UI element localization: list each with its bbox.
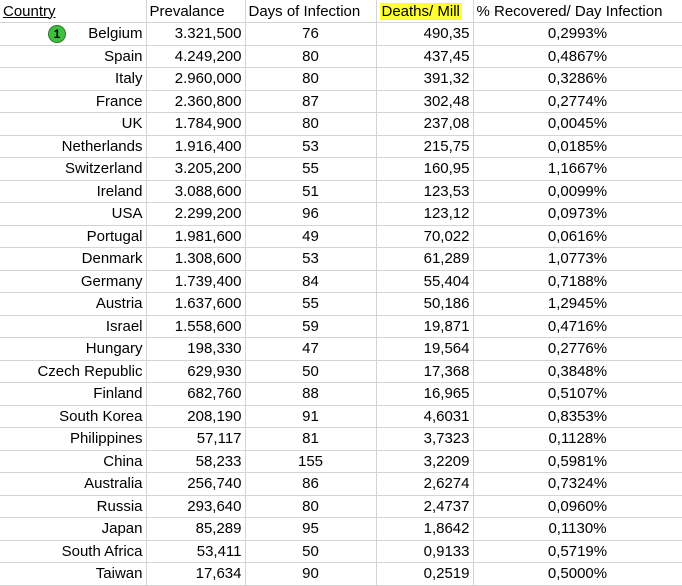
- cell-days[interactable]: 47: [245, 338, 376, 361]
- cell-recovered[interactable]: 0,7324%: [473, 473, 682, 496]
- cell-deaths[interactable]: 61,289: [376, 248, 473, 271]
- cell-days[interactable]: 55: [245, 293, 376, 316]
- cell-days[interactable]: 59: [245, 315, 376, 338]
- cell-deaths[interactable]: 55,404: [376, 270, 473, 293]
- cell-deaths[interactable]: 437,45: [376, 45, 473, 68]
- cell-recovered[interactable]: 0,1128%: [473, 428, 682, 451]
- table-body: [0, 23, 682, 586]
- cell-days[interactable]: 80: [245, 68, 376, 91]
- cell-deaths[interactable]: 4,6031: [376, 405, 473, 428]
- header-days-of-infection[interactable]: Days of Infection: [245, 0, 376, 23]
- cell-prevalence[interactable]: 2.960,000: [146, 68, 245, 91]
- cell-deaths[interactable]: 123,12: [376, 203, 473, 226]
- table-row: [0, 338, 682, 361]
- cell-deaths[interactable]: 391,32: [376, 68, 473, 91]
- cell-recovered[interactable]: 0,0973%: [473, 203, 682, 226]
- cell-days[interactable]: 84: [245, 270, 376, 293]
- cell-country[interactable]: Portugal: [0, 225, 146, 248]
- cell-deaths[interactable]: 490,35: [376, 23, 473, 46]
- cell-recovered[interactable]: 0,0960%: [473, 495, 682, 518]
- cell-prevalence[interactable]: 682,760: [146, 383, 245, 406]
- cell-recovered[interactable]: 0,8353%: [473, 405, 682, 428]
- cell-days[interactable]: 51: [245, 180, 376, 203]
- cell-recovered[interactable]: 0,3286%: [473, 68, 682, 91]
- cell-prevalence[interactable]: 3.205,200: [146, 158, 245, 181]
- cell-recovered[interactable]: 0,4867%: [473, 45, 682, 68]
- cell-deaths[interactable]: 19,564: [376, 338, 473, 361]
- cell-country[interactable]: Taiwan: [0, 563, 146, 586]
- cell-prevalence[interactable]: 1.981,600: [146, 225, 245, 248]
- header-prevalence[interactable]: Prevalance: [146, 0, 245, 23]
- cell-prevalence[interactable]: 256,740: [146, 473, 245, 496]
- cell-days[interactable]: 50: [245, 540, 376, 563]
- cell-prevalence[interactable]: 293,640: [146, 495, 245, 518]
- cell-recovered[interactable]: 0,0099%: [473, 180, 682, 203]
- table-row: [0, 68, 682, 91]
- table-row: [0, 135, 682, 158]
- table-row: [0, 180, 682, 203]
- table-row: [0, 203, 682, 226]
- cell-recovered[interactable]: 0,0185%: [473, 135, 682, 158]
- cell-recovered[interactable]: 0,2776%: [473, 338, 682, 361]
- cell-recovered[interactable]: 0,4716%: [473, 315, 682, 338]
- header-country[interactable]: Country: [0, 0, 146, 23]
- cell-recovered[interactable]: 0,1130%: [473, 518, 682, 541]
- table-row: [0, 518, 682, 541]
- table-row: [0, 293, 682, 316]
- cell-days[interactable]: 90: [245, 563, 376, 586]
- table-row: [0, 248, 682, 271]
- cell-recovered[interactable]: 0,2993%: [473, 23, 682, 46]
- cell-recovered[interactable]: 0,0045%: [473, 113, 682, 136]
- cell-days[interactable]: 88: [245, 383, 376, 406]
- table-row: [0, 113, 682, 136]
- cell-prevalence[interactable]: 629,930: [146, 360, 245, 383]
- table-row: [0, 428, 682, 451]
- cell-deaths[interactable]: 70,022: [376, 225, 473, 248]
- cell-deaths[interactable]: 1,8642: [376, 518, 473, 541]
- cell-recovered[interactable]: 0,5107%: [473, 383, 682, 406]
- cell-text: Belgium: [88, 25, 143, 43]
- cell-days[interactable]: 55: [245, 158, 376, 181]
- table-row: [0, 563, 682, 586]
- cell-country[interactable]: Czech Republic: [0, 360, 146, 383]
- step-marker-badge: 1: [48, 25, 66, 43]
- table-row: [0, 405, 682, 428]
- cell-deaths[interactable]: 237,08: [376, 113, 473, 136]
- cell-days[interactable]: 49: [245, 225, 376, 248]
- cell-days[interactable]: 86: [245, 473, 376, 496]
- highlighted-header-text: Deaths/ Mill: [381, 2, 460, 20]
- cell-days[interactable]: 80: [245, 45, 376, 68]
- cell-prevalence[interactable]: 3.088,600: [146, 180, 245, 203]
- cell-prevalence[interactable]: 3.321,500: [146, 23, 245, 46]
- cell-country[interactable]: USA: [0, 203, 146, 226]
- cell-prevalence[interactable]: 198,330: [146, 338, 245, 361]
- cell-country[interactable]: UK: [0, 113, 146, 136]
- cell-country[interactable]: Finland: [0, 383, 146, 406]
- cell-days[interactable]: 53: [245, 135, 376, 158]
- cell-recovered[interactable]: 0,7188%: [473, 270, 682, 293]
- cell-days[interactable]: 96: [245, 203, 376, 226]
- cell-deaths[interactable]: 2,6274: [376, 473, 473, 496]
- cell-country[interactable]: Switzerland: [0, 158, 146, 181]
- cell-country[interactable]: Russia: [0, 495, 146, 518]
- cell-prevalence[interactable]: 53,411: [146, 540, 245, 563]
- table-row: [0, 225, 682, 248]
- cell-days[interactable]: 91: [245, 405, 376, 428]
- cell-days[interactable]: 53: [245, 248, 376, 271]
- cell-country[interactable]: Israel: [0, 315, 146, 338]
- cell-prevalence[interactable]: 208,190: [146, 405, 245, 428]
- cell-prevalence[interactable]: 1.739,400: [146, 270, 245, 293]
- cell-days[interactable]: 80: [245, 113, 376, 136]
- cell-country[interactable]: Philippines: [0, 428, 146, 451]
- header-deaths-per-million[interactable]: [376, 0, 473, 23]
- cell-country[interactable]: Australia: [0, 473, 146, 496]
- cell-days[interactable]: 155: [245, 450, 376, 473]
- cell-deaths[interactable]: 160,95: [376, 158, 473, 181]
- header-recovered-per-day[interactable]: % Recovered/ Day Infection: [473, 0, 682, 23]
- cell-prevalence[interactable]: 1.916,400: [146, 135, 245, 158]
- table-row: [0, 270, 682, 293]
- cell-prevalence[interactable]: 85,289: [146, 518, 245, 541]
- cell-days[interactable]: 76: [245, 23, 376, 46]
- cell-country[interactable]: Denmark: [0, 248, 146, 271]
- cell-country[interactable]: South Africa: [0, 540, 146, 563]
- header-row: [0, 0, 682, 23]
- cell-country[interactable]: Spain: [0, 45, 146, 68]
- cell-deaths[interactable]: 19,871: [376, 315, 473, 338]
- cell-recovered[interactable]: 1,0773%: [473, 248, 682, 271]
- cell-recovered[interactable]: 1,1667%: [473, 158, 682, 181]
- cell-prevalence[interactable]: 1.637,600: [146, 293, 245, 316]
- cell-country[interactable]: France: [0, 90, 146, 113]
- cell-country[interactable]: Ireland: [0, 180, 146, 203]
- cell-prevalence[interactable]: 2.299,200: [146, 203, 245, 226]
- cell-recovered[interactable]: 1,2945%: [473, 293, 682, 316]
- cell-prevalence[interactable]: 1.308,600: [146, 248, 245, 271]
- table-row: [0, 495, 682, 518]
- cell-prevalence[interactable]: 1.784,900: [146, 113, 245, 136]
- cell-country[interactable]: Netherlands: [0, 135, 146, 158]
- cell-prevalence[interactable]: 17,634: [146, 563, 245, 586]
- table-row: [0, 360, 682, 383]
- cell-deaths[interactable]: 0,9133: [376, 540, 473, 563]
- cell-country[interactable]: [0, 23, 146, 46]
- table-row: [0, 90, 682, 113]
- table-row: [0, 383, 682, 406]
- cell-recovered[interactable]: 0,5000%: [473, 563, 682, 586]
- cell-days[interactable]: 50: [245, 360, 376, 383]
- cell-recovered[interactable]: 0,2774%: [473, 90, 682, 113]
- table-row: [0, 158, 682, 181]
- cell-recovered[interactable]: 0,0616%: [473, 225, 682, 248]
- cell-deaths[interactable]: 16,965: [376, 383, 473, 406]
- cell-country[interactable]: Japan: [0, 518, 146, 541]
- table-row: [0, 315, 682, 338]
- cell-days[interactable]: 95: [245, 518, 376, 541]
- cell-recovered[interactable]: 0,5981%: [473, 450, 682, 473]
- cell-country[interactable]: South Korea: [0, 405, 146, 428]
- table-row: [0, 540, 682, 563]
- cell-deaths[interactable]: 302,48: [376, 90, 473, 113]
- cell-country[interactable]: China: [0, 450, 146, 473]
- cell-days[interactable]: 81: [245, 428, 376, 451]
- cell-deaths[interactable]: 3,7323: [376, 428, 473, 451]
- cell-prevalence[interactable]: 58,233: [146, 450, 245, 473]
- cell-deaths[interactable]: 0,2519: [376, 563, 473, 586]
- cell-prevalence[interactable]: 57,117: [146, 428, 245, 451]
- cell-country[interactable]: Austria: [0, 293, 146, 316]
- cell-prevalence[interactable]: 1.558,600: [146, 315, 245, 338]
- cell-recovered[interactable]: 0,5719%: [473, 540, 682, 563]
- cell-days[interactable]: 87: [245, 90, 376, 113]
- cell-country[interactable]: Hungary: [0, 338, 146, 361]
- cell-deaths[interactable]: 17,368: [376, 360, 473, 383]
- cell-country[interactable]: Italy: [0, 68, 146, 91]
- table-row: [0, 23, 682, 46]
- cell-recovered[interactable]: 0,3848%: [473, 360, 682, 383]
- cell-prevalence[interactable]: 2.360,800: [146, 90, 245, 113]
- cell-deaths[interactable]: 50,186: [376, 293, 473, 316]
- cell-deaths[interactable]: 215,75: [376, 135, 473, 158]
- table-row: [0, 473, 682, 496]
- cell-deaths[interactable]: 2,4737: [376, 495, 473, 518]
- table-row: [0, 450, 682, 473]
- cell-deaths[interactable]: 3,2209: [376, 450, 473, 473]
- cell-days[interactable]: 80: [245, 495, 376, 518]
- table-row: [0, 45, 682, 68]
- cell-country[interactable]: Germany: [0, 270, 146, 293]
- cell-deaths[interactable]: 123,53: [376, 180, 473, 203]
- cell-prevalence[interactable]: 4.249,200: [146, 45, 245, 68]
